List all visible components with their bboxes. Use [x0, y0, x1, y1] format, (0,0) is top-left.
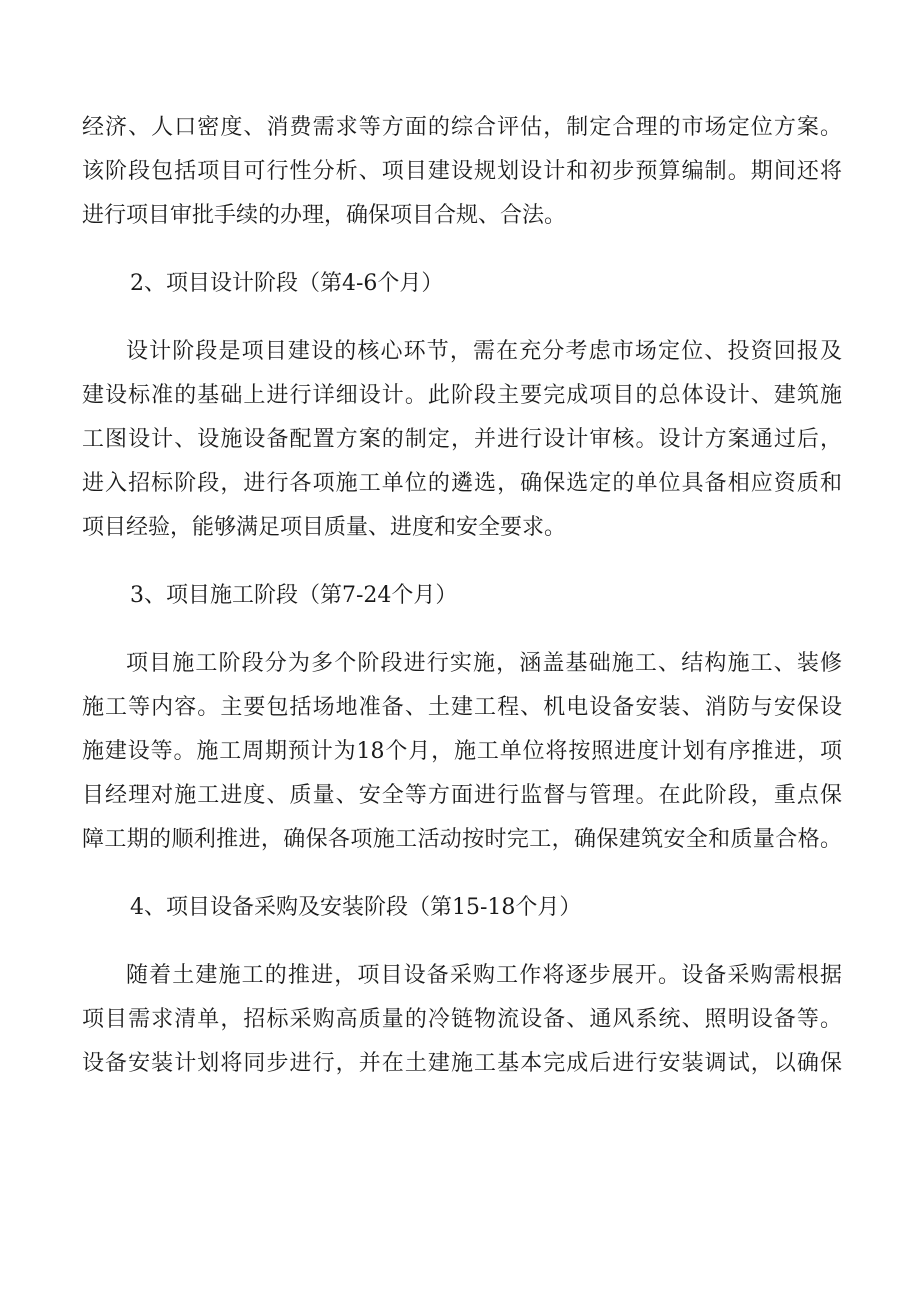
- paragraph-gap: [82, 618, 842, 642]
- text-line: 设备安装计划将同步进行，并在土建施工基本完成后进行安装调试，以确保: [82, 1051, 842, 1076]
- paragraph-gap: [82, 238, 842, 262]
- paragraph-gap: [82, 862, 842, 886]
- text-line: 随着土建施工的推进，项目设备采购工作将逐步展开。设备采购需根据: [126, 963, 842, 988]
- document-body: [82, 106, 842, 1086]
- text-line: 项目经验，能够满足项目质量、进度和安全要求。: [82, 515, 567, 540]
- paragraph-1: [82, 106, 842, 238]
- section-heading-2: 2、项目设计阶段（第4-6个月）: [130, 271, 444, 296]
- section-heading-4: 4、项目设备采购及安装阶段（第15-18个月）: [130, 895, 582, 920]
- paragraph-gap: [82, 550, 842, 574]
- text-line: 项目施工阶段分为多个阶段进行实施，涵盖基础施工、结构施工、装修: [126, 651, 842, 676]
- section-heading-3: 3、项目施工阶段（第7-24个月）: [130, 583, 458, 608]
- paragraph-gap: [82, 930, 842, 954]
- text-line: 障工期的顺利推进，确保各项施工活动按时完工，确保建筑安全和质量合格。: [82, 827, 842, 852]
- text-line: 该阶段包括项目可行性分析、项目建设规划设计和初步预算编制。期间还将: [82, 159, 842, 184]
- paragraph-3: [82, 642, 842, 862]
- text-line: 项目需求清单，招标采购高质量的冷链物流设备、通风系统、照明设备等。: [82, 1007, 842, 1032]
- text-line: 进入招标阶段，进行各项施工单位的遴选，确保选定的单位具备相应资质和: [82, 471, 842, 496]
- text-line: 施建设等。施工周期预计为18个月，施工单位将按照进度计划有序推进，项: [82, 739, 842, 764]
- text-line: 工图设计、设施设备配置方案的制定，并进行设计审核。设计方案通过后，: [82, 427, 842, 452]
- text-line: 施工等内容。主要包括场地准备、土建工程、机电设备安装、消防与安保设: [82, 695, 842, 720]
- text-line: 经济、人口密度、消费需求等方面的综合评估，制定合理的市场定位方案。: [82, 115, 842, 140]
- text-line: 设计阶段是项目建设的核心环节，需在充分考虑市场定位、投资回报及: [126, 339, 842, 364]
- text-line: 进行项目审批手续的办理，确保项目合规、合法。: [82, 203, 567, 228]
- paragraph-4: [82, 954, 842, 1086]
- paragraph-2: [82, 330, 842, 550]
- paragraph-gap: [82, 306, 842, 330]
- text-line: 目经理对施工进度、质量、安全等方面进行监督与管理。在此阶段，重点保: [82, 783, 842, 808]
- text-line: 建设标准的基础上进行详细设计。此阶段主要完成项目的总体设计、建筑施: [82, 383, 842, 408]
